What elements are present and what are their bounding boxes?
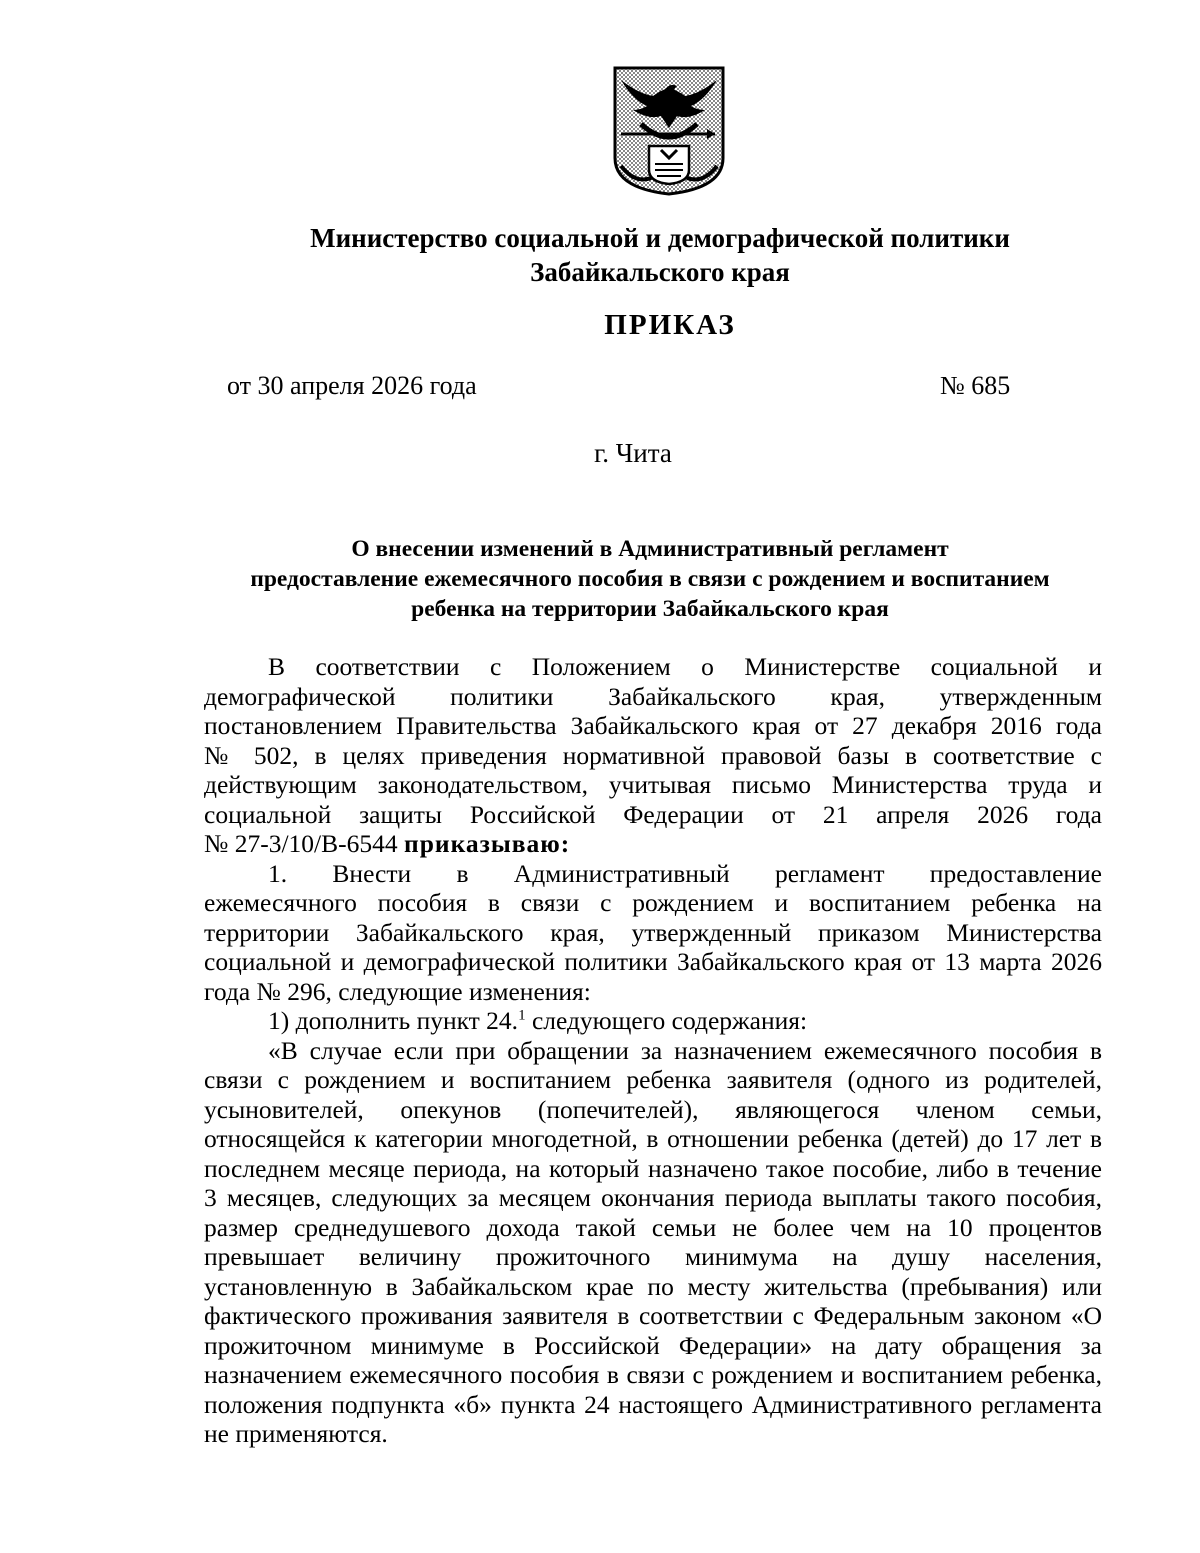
body-line: года № 296, следующие изменения: (204, 976, 591, 1006)
ministry-name-line2: Забайкальского края (530, 257, 790, 287)
order-number: № 685 (940, 371, 1011, 400)
body-line (204, 1006, 1102, 1036)
amendment-item-end: следующего содержания: (525, 1006, 808, 1035)
body-line: прожиточном минимуме в Российской Федерации» на дату обращения за (204, 1330, 1102, 1360)
order-body (204, 652, 1102, 1449)
subject-line3: ребенка на территории Забайкальского края (411, 596, 889, 622)
body-line: «В случае если при обращении за назначением ежемесячного пособия в (268, 1035, 1102, 1065)
body-line: демографической политики Забайкальского края, утвержденным (204, 681, 1102, 711)
order-directive: приказываю: (404, 829, 571, 858)
body-line: положения подпункта «б» пункта 24 настоящего Административного регламента (204, 1389, 1102, 1419)
body-line: связи с рождением и воспитанием ребенка заявителя (одного из родителей, (204, 1065, 1102, 1094)
superscript: 1 (518, 1007, 526, 1024)
body-line: не применяются. (204, 1419, 388, 1448)
amendment-item-start: 1) дополнить пункт 24. (268, 1006, 519, 1035)
body-line: действующим законодательством, учитывая письмо Министерства труда и (204, 770, 1102, 799)
body-line: фактического проживания заявителя в соответствии с Федеральным законом «О (204, 1301, 1102, 1330)
body-line: усыновителей, опекунов (попечителей), являющегося членом семьи, (204, 1094, 1102, 1124)
body-line: территории Забайкальского края, утвержденный приказом Министерства (204, 917, 1102, 947)
body-line: В соответствии с Положением о Министерстве социальной и (268, 652, 1102, 681)
body-line: № 502, в целях приведения нормативной правовой базы в соответствие с (204, 740, 1102, 770)
body-line: последнем месяце периода, на который назначено такое пособие, либо в течение (204, 1153, 1102, 1183)
body-line: социальной защиты Российской Федерации от 21 апреля 2026 года (204, 799, 1102, 829)
body-line: социальной и демографической политики Забайкальского края от 13 марта 2026 (204, 947, 1102, 976)
body-line: 3 месяцев, следующих за месяцем окончания периода выплаты такого пособия, (204, 1183, 1102, 1212)
subject-line1: О внесении изменений в Административный регламент (351, 536, 949, 562)
coat-of-arms-icon (611, 66, 727, 196)
body-line (204, 829, 1102, 859)
body-line: размер среднедушевого дохода такой семьи не более чем на 10 процентов (204, 1212, 1102, 1242)
body-line: постановлением Правительства Забайкальского края от 27 декабря 2016 года (204, 711, 1102, 740)
body-line: назначением ежемесячного пособия в связи с рождением и воспитанием ребенка, (204, 1360, 1102, 1389)
body-line: превышает величину прожиточного минимума на душу населения, (204, 1242, 1102, 1271)
letter-reference: № 27-3/10/В-6544 (204, 829, 398, 858)
body-line: 1. Внести в Административный регламент предоставление (268, 858, 1102, 888)
order-title: ПРИКАЗ (604, 309, 736, 341)
order-date: от 30 апреля 2026 года (227, 371, 477, 400)
body-line: установленную в Забайкальском крае по месту жительства (пребывания) или (204, 1271, 1102, 1301)
subject-line2: предоставление ежемесячного пособия в связи с рождением и воспитанием (250, 566, 1050, 592)
body-line: ежемесячного пособия в связи с рождением и воспитанием ребенка на (204, 888, 1102, 917)
body-line: относящейся к категории многодетной, в отношении ребенка (детей) до 17 лет в (204, 1124, 1102, 1153)
order-city: г. Чита (594, 438, 672, 468)
ministry-name-line1: Министерство социальной и демографической политики (310, 223, 1010, 253)
